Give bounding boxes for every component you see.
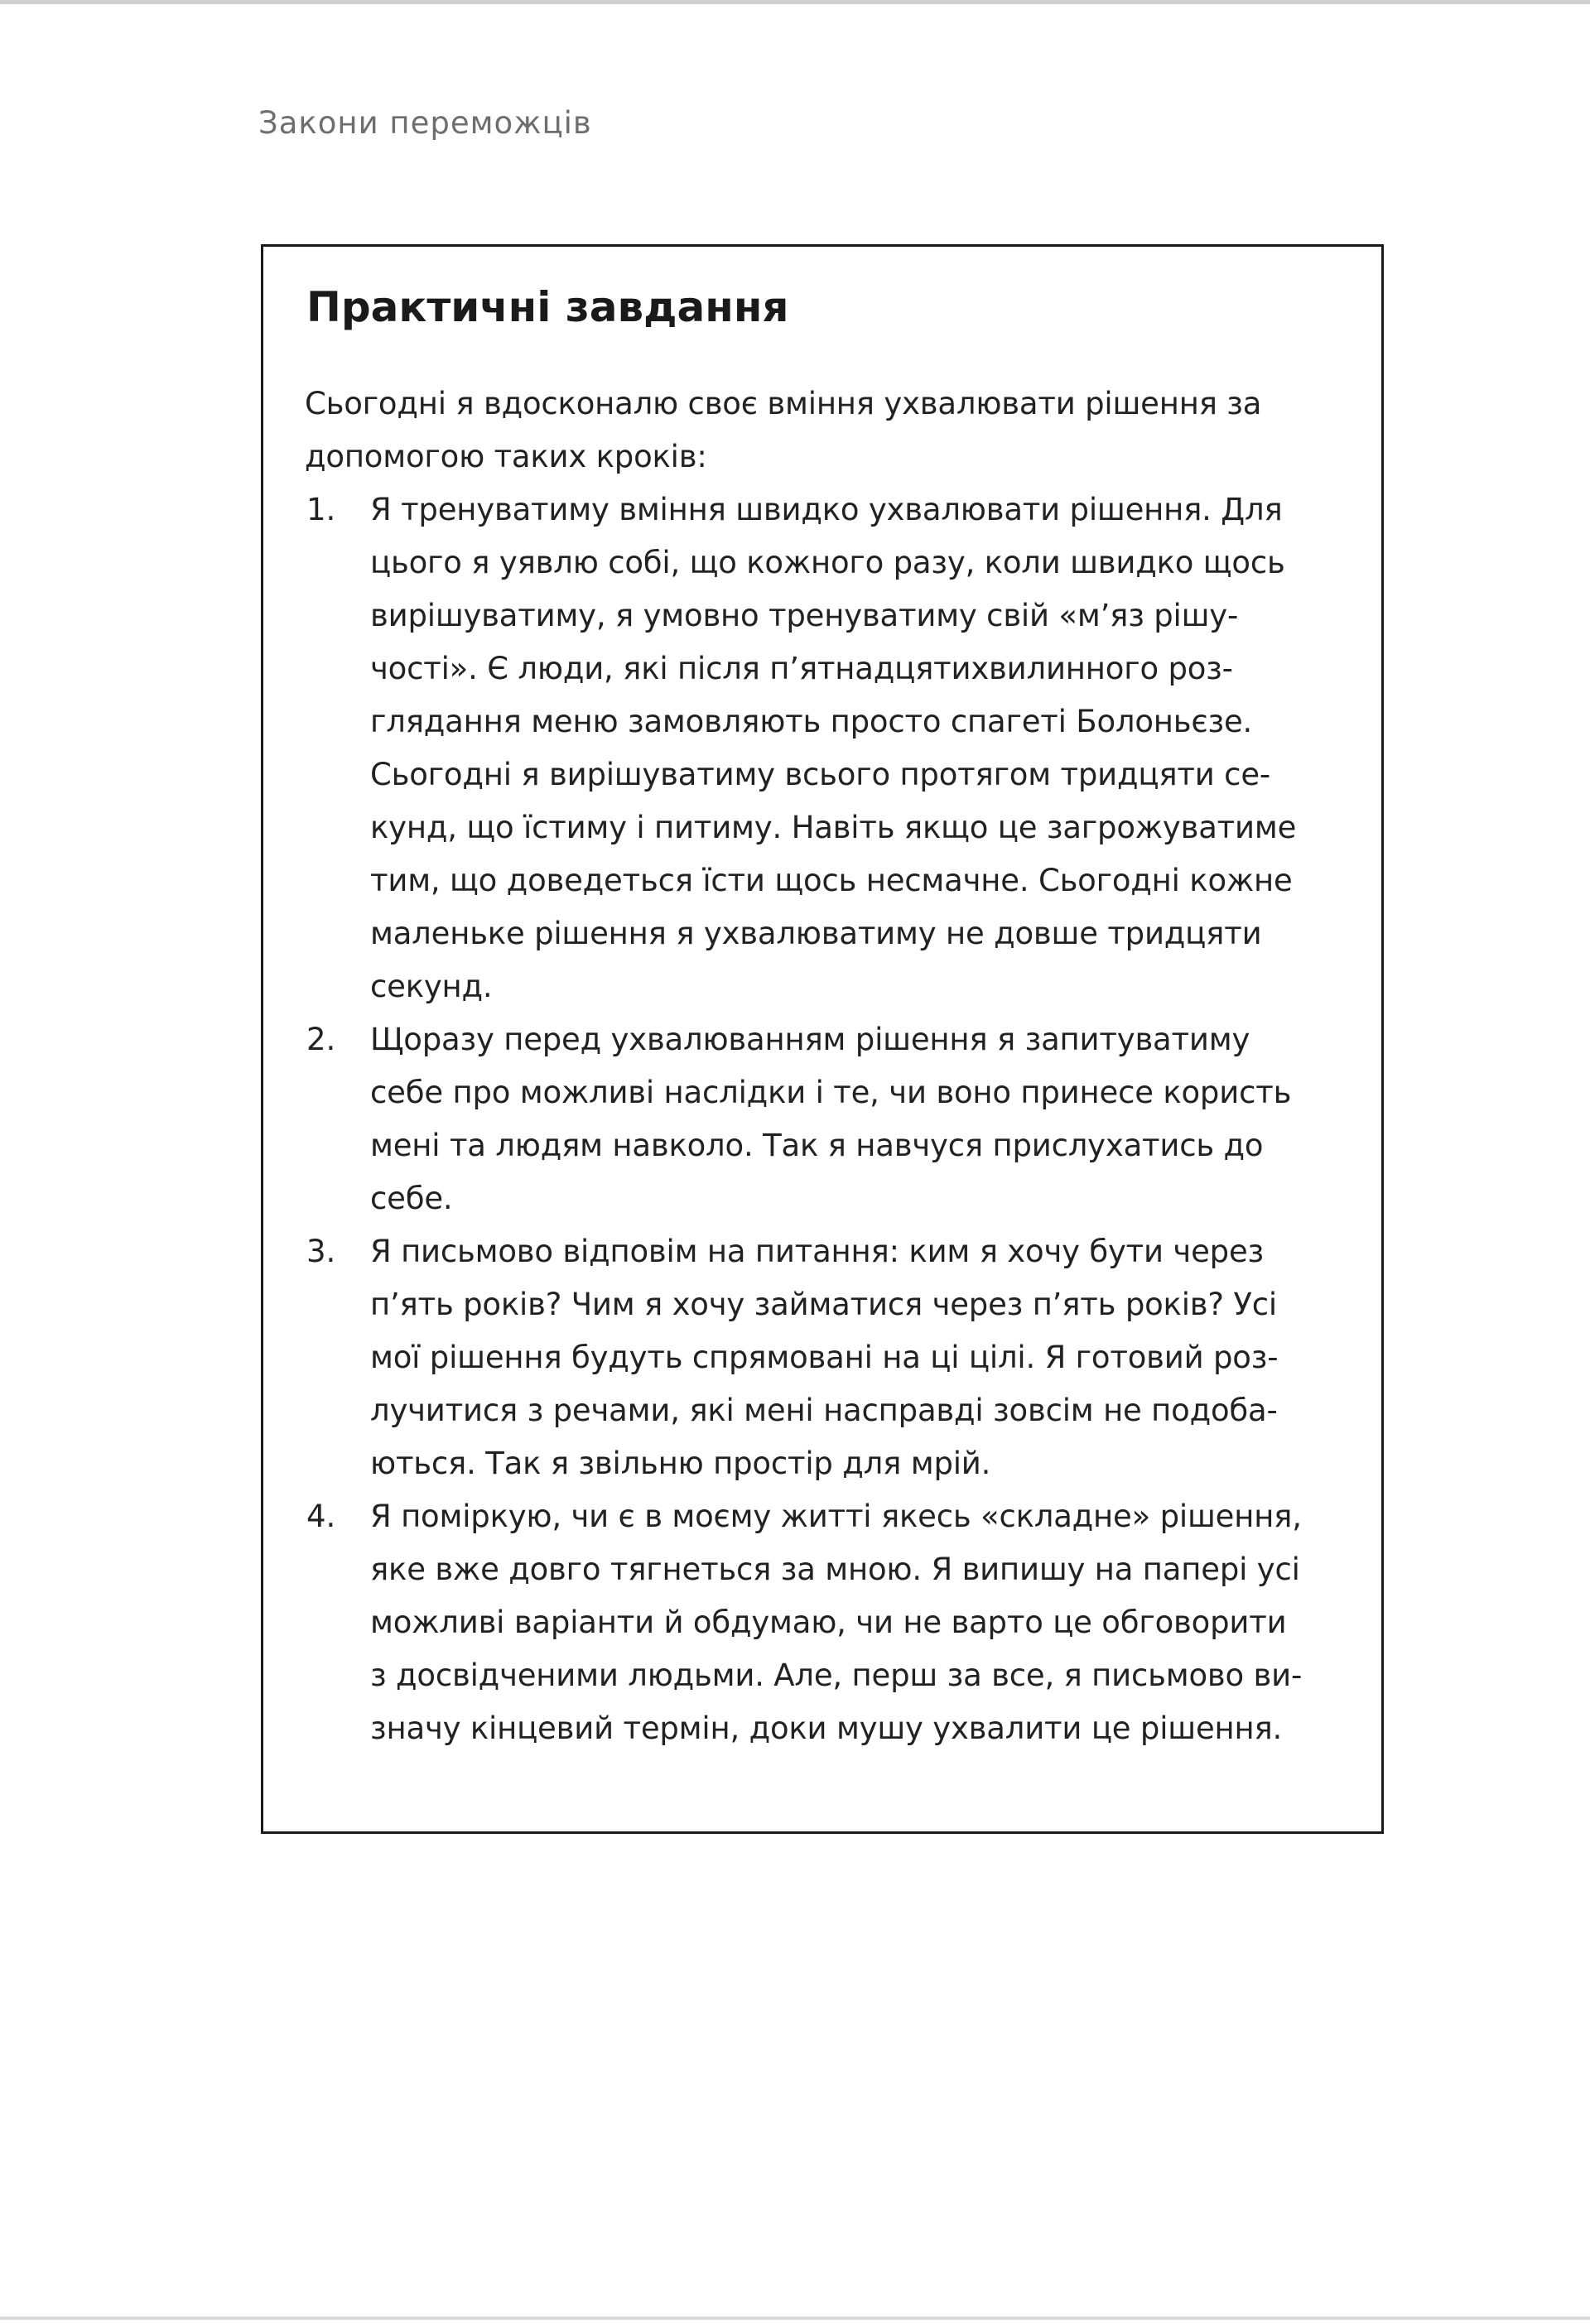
list-item-number: 3. (306, 1234, 336, 1269)
list-item-line: Сьогодні я вирішуватиму всього протягом тридцяти се- (370, 757, 1271, 792)
list-item-line: цього я уявлю собі, що кожного разу, коли швидко щось (370, 545, 1285, 580)
list-item-line: глядання меню замовляють просто спагеті Болоньєзе. (370, 704, 1253, 739)
list-item-line: мені та людям навколо. Так я навчуся прислухатись до (370, 1128, 1264, 1163)
running-head: Закони переможців (258, 105, 592, 141)
intro-line: допомогою таких кроків: (305, 439, 707, 474)
list-item-line: Я письмово відповім на питання: ким я хочу бути через (370, 1234, 1264, 1269)
list-item-line: ються. Так я звільню простір для мрій. (370, 1446, 991, 1481)
list-item-number: 1. (306, 492, 336, 527)
list-item-line: себе про можливі наслідки і те, чи воно принесе користь (370, 1075, 1292, 1110)
list-item-number: 4. (306, 1499, 336, 1534)
list-item-line: Я тренуватиму вміння швидко ухвалювати рішення. Для (370, 492, 1283, 527)
list-item-line: чості». Є люди, які після п’ятнадцятихвилинного роз- (370, 651, 1233, 686)
list-item-number: 2. (306, 1022, 336, 1057)
list-item-line: вирішуватиму, я умовно тренуватиму свій «м’яз рішу- (370, 598, 1239, 633)
list-item-line: мої рішення будуть спрямовані на ці цілі. Я готовий роз- (370, 1340, 1279, 1375)
list-item-line: лучитися з речами, які мені насправді зовсім не подоба- (370, 1393, 1278, 1428)
box-title: Практичні завдання (306, 283, 789, 331)
list-item-line: кунд, що їстиму і питиму. Навіть якщо це загрожуватиме (370, 810, 1297, 845)
list-item-line: маленьке рішення я ухвалюватиму не довше тридцяти (370, 916, 1262, 951)
list-item-line: тим, що доведеться їсти щось несмачне. Сьогодні кожне (370, 863, 1293, 898)
list-item-line: себе. (370, 1181, 453, 1216)
list-item-line: Щоразу перед ухвалюванням рішення я запитуватиму (370, 1022, 1250, 1057)
list-item-line: значу кінцевий термін, доки мушу ухвалити це рішення. (370, 1711, 1283, 1746)
list-item-line: Я поміркую, чи є в моєму житті якесь «складне» рішення, (370, 1499, 1302, 1534)
intro-line: Сьогодні я вдосконалю своє вміння ухвалювати рішення за (305, 386, 1262, 421)
bottom-edge-rule (0, 2317, 1590, 2320)
list-item-line: можливі варіанти й обдумаю, чи не варто це обговорити (370, 1605, 1287, 1640)
list-item-line: з досвідченими людьми. Але, перш за все, я письмово ви- (370, 1658, 1303, 1693)
list-item-line: п’ять років? Чим я хочу займатися через п’ять років? Усі (370, 1287, 1277, 1322)
list-item-line: секунд. (370, 969, 493, 1004)
top-edge-rule (0, 0, 1590, 4)
list-item-line: яке вже довго тягнеться за мною. Я випишу на папері усі (370, 1552, 1300, 1587)
